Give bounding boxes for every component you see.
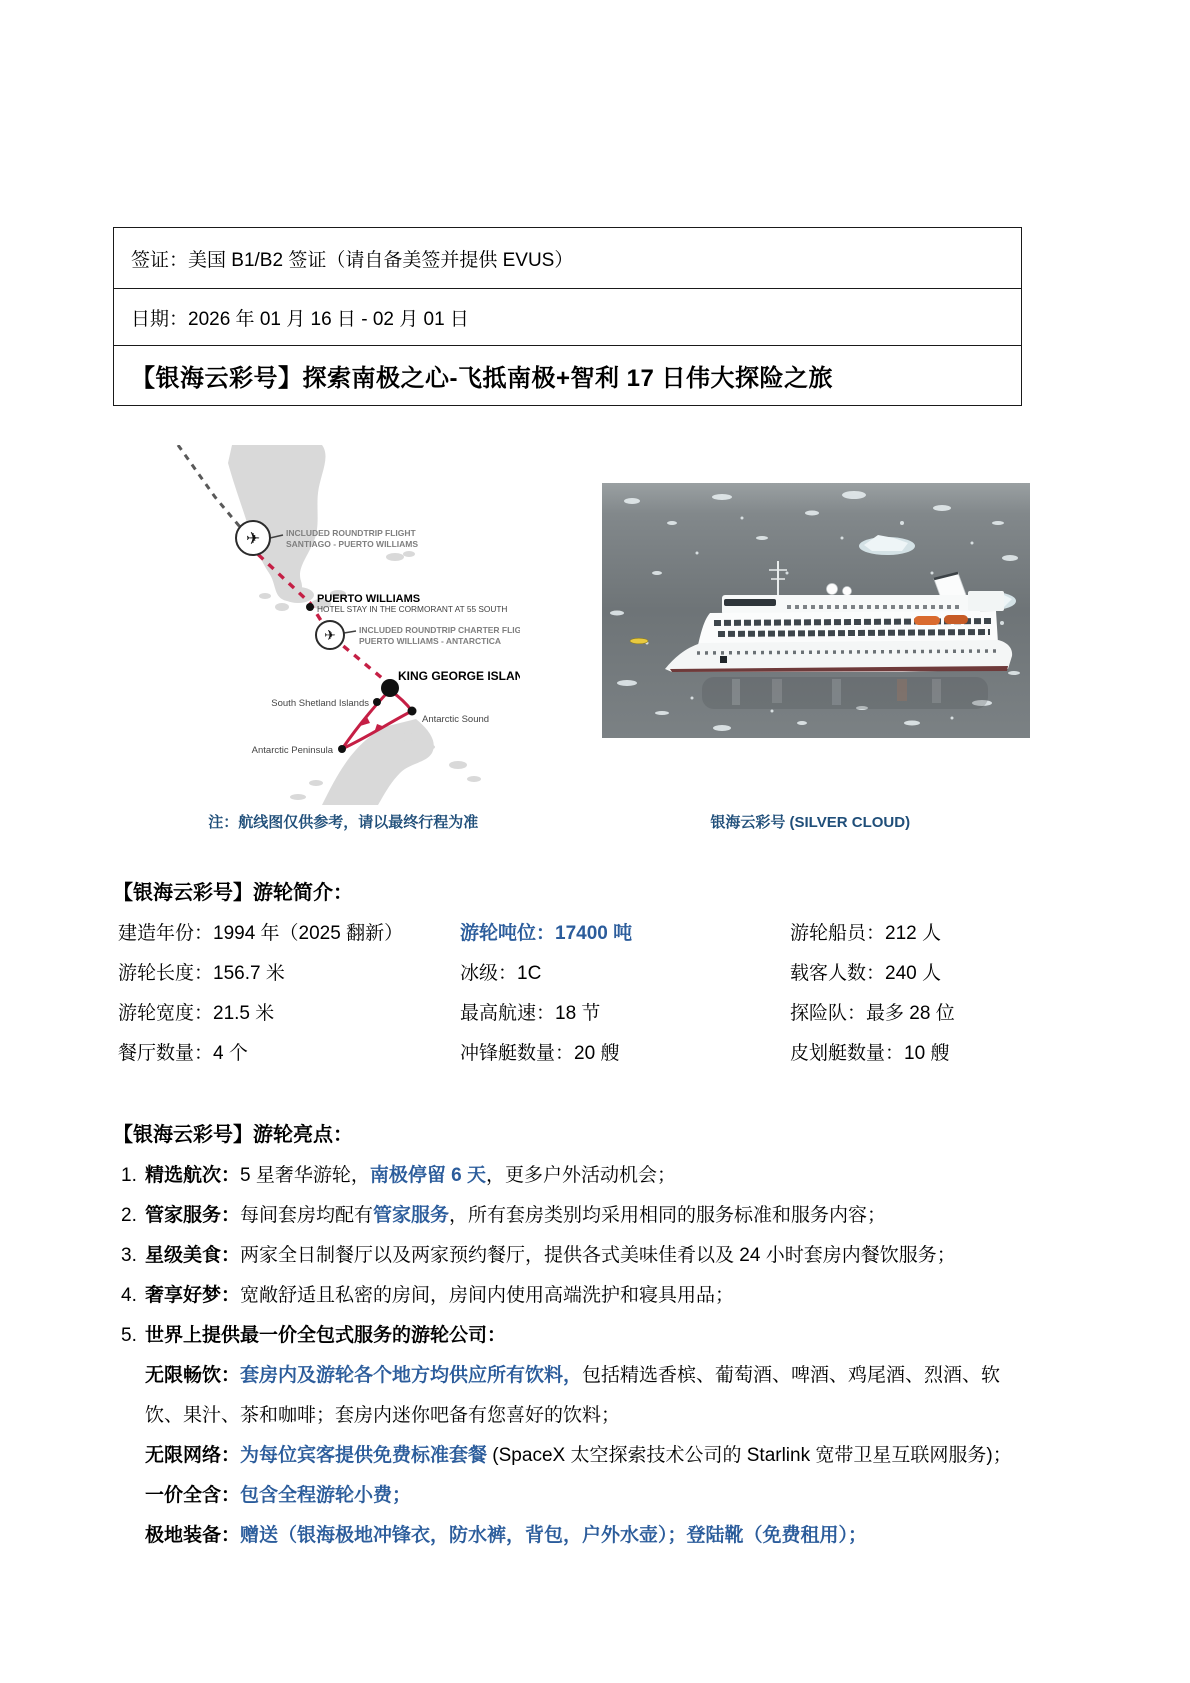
ship-highlights-section (113, 1120, 1022, 1556)
map-label-antarctic-peninsula: Antarctic Peninsula (251, 745, 333, 756)
item-text (145, 1156, 1022, 1196)
spec-beam: 游轮宽度：21.5 米 (118, 1003, 275, 1024)
date-row (114, 289, 1022, 346)
plane-glyph: ✈ (245, 529, 261, 548)
visa-text: 签证：美国 B1/B2 签证（请自备美签并提供 EVUS） (114, 228, 1022, 289)
item-label: 奢享好梦： (145, 1285, 241, 1306)
sub-item-gratuities (145, 1476, 1022, 1516)
sub-item-rest: (SpaceX 太空探索技术公司的 Starlink 宽带卫星互联网服务)； (487, 1445, 1012, 1466)
sub-item-highlighted-text: 赠送（银海极地冲锋衣，防水裤，背包，户外水壶）；登陆靴（免费租用）； (240, 1525, 868, 1546)
item-number: 2. (121, 1205, 137, 1226)
item-number: 1. (121, 1165, 137, 1186)
item-number: 4. (121, 1285, 137, 1306)
ship-caption: 银海云彩号 (SILVER CLOUD) (710, 814, 911, 831)
highlight-item-5 (113, 1316, 1022, 1356)
sub-item-label: 一价全含： (145, 1485, 241, 1506)
item-seg1: 每间套房均配有 (240, 1205, 374, 1226)
item-number: 3. (121, 1245, 137, 1266)
date-text: 日期：2026 年 01 月 16 日 - 02 月 01 日 (114, 289, 1022, 346)
trip-title-row (114, 346, 1022, 406)
map-caption-wrap (170, 811, 516, 832)
plane-icon-antarctica (316, 621, 356, 649)
item-seg1: 两家全日制餐厅以及两家预约餐厅，提供各式美味佳肴以及 24 小时套房内餐饮服务； (240, 1245, 956, 1266)
map-label-flight2-line2: PUERTO WILLIAMS - ANTARCTICA (359, 636, 501, 646)
spec-restaurants: 餐厅数量：4 个 (118, 1043, 248, 1064)
spec-build-year: 建造年份：1994 年（2025 翻新） (118, 923, 404, 944)
map-label-king-george-island: KING GEORGE ISLAND (398, 669, 520, 683)
route-map-illustration (170, 445, 520, 805)
spec-kayaks: 皮划艇数量：10 艘 (790, 1043, 950, 1064)
spec-grid (118, 914, 1022, 1074)
document-content (113, 0, 1022, 1556)
all-inclusive-sub-list (145, 1356, 1022, 1556)
item-text (145, 1276, 1022, 1316)
spec-crew: 游轮船员：212 人 (790, 923, 941, 944)
sub-item-label: 无限网络： (145, 1445, 241, 1466)
item-text (145, 1236, 1022, 1276)
item-highlighted-text: 管家服务 (373, 1205, 450, 1226)
item-text (145, 1316, 1022, 1356)
map-label-flight1-line2: SANTIAGO - PUERTO WILLIAMS (286, 539, 419, 549)
sub-item-label: 无限畅饮： (145, 1365, 241, 1386)
highlights-heading: 【银海云彩号】游轮亮点： (113, 1124, 353, 1146)
highlight-item-3 (113, 1236, 1022, 1276)
spec-speed: 最高航速：18 节 (460, 1003, 601, 1024)
highlight-item-4 (113, 1276, 1022, 1316)
ship-photo (602, 483, 1030, 738)
item-number: 5. (121, 1325, 137, 1346)
item-label: 世界上提供最一价全包式服务的游轮公司： (145, 1325, 507, 1346)
overview-heading: 【银海云彩号】游轮简介： (113, 882, 353, 904)
map-caption: 注：航线图仅供参考，请以最终行程为准 (208, 814, 479, 831)
spec-expedition: 探险队：最多 28 位 (790, 1003, 955, 1024)
spec-guests: 载客人数：240 人 (790, 963, 941, 984)
sub-item-label: 极地装备： (145, 1525, 241, 1546)
sub-item-rest: 包括精选香槟、葡萄酒、啤酒、鸡尾酒、烈酒、软饮、果汁、茶和咖啡；套房内迷你吧备有您喜好的饮料； (145, 1365, 1001, 1426)
map-label-flight1-line1: INCLUDED ROUNDTRIP FLIGHT (286, 528, 416, 538)
media-row (170, 445, 1022, 805)
highlight-item-1 (113, 1156, 1022, 1196)
visa-row (114, 228, 1022, 289)
item-seg2: ，更多户外活动机会； (486, 1165, 677, 1186)
sub-item-highlighted-text: 为每位宾客提供免费标准套餐 (240, 1445, 488, 1466)
item-label: 精选航次： (145, 1165, 241, 1186)
map-label-puerto-williams: PUERTO WILLIAMS (317, 593, 421, 605)
ship-reflection (702, 677, 988, 709)
map-label-flight2-line1: INCLUDED ROUNDTRIP CHARTER FLIGHT (359, 625, 520, 635)
item-label: 星级美食： (145, 1245, 241, 1266)
route-map (170, 445, 520, 805)
trip-title: 【银海云彩号】探索南极之心-飞抵南极+智利 17 日伟大探险之旅 (114, 346, 1022, 406)
sub-item-highlighted-text: 套房内及游轮各个地方均供应所有饮料， (240, 1365, 583, 1386)
sub-item-drinks (145, 1356, 1022, 1436)
map-label-antarctic-sound: Antarctic Sound (422, 714, 490, 725)
item-text (145, 1196, 1022, 1236)
ship-overview-section (113, 878, 1022, 1074)
spec-ice-class: 冰级：1C (460, 963, 542, 984)
highlights-list (113, 1156, 1022, 1556)
item-highlighted-text: 南极停留 6 天 (369, 1165, 486, 1186)
item-label: 管家服务： (145, 1205, 241, 1226)
item-seg1: 5 星奢华游轮， (240, 1165, 370, 1186)
caption-row (170, 811, 1022, 832)
map-label-puerto-williams-sub: HOTEL STAY IN THE CORMORANT AT 55 SOUTH (317, 604, 508, 614)
sub-item-polar-gear (145, 1516, 1022, 1556)
ship-photo-illustration (602, 483, 1030, 738)
spec-tonnage: 游轮吨位：17400 吨 (460, 923, 633, 944)
highlight-item-2 (113, 1196, 1022, 1236)
plane-glyph: ✈ (324, 627, 336, 643)
map-label-south-shetland: South Shetland Islands (271, 698, 369, 709)
ship-caption-wrap (598, 811, 1022, 832)
spec-length: 游轮长度：156.7 米 (118, 963, 285, 984)
sub-item-highlighted-text: 包含全程游轮小费； (240, 1485, 412, 1506)
trip-info-table (113, 227, 1022, 406)
item-seg1: 宽敞舒适且私密的房间，房间内使用高端洗护和寝具用品； (240, 1285, 735, 1306)
spec-zodiacs: 冲锋艇数量：20 艘 (460, 1043, 620, 1064)
sub-item-wifi (145, 1436, 1022, 1476)
item-seg2: ，所有套房类别均采用相同的服务标准和服务内容； (449, 1205, 887, 1226)
